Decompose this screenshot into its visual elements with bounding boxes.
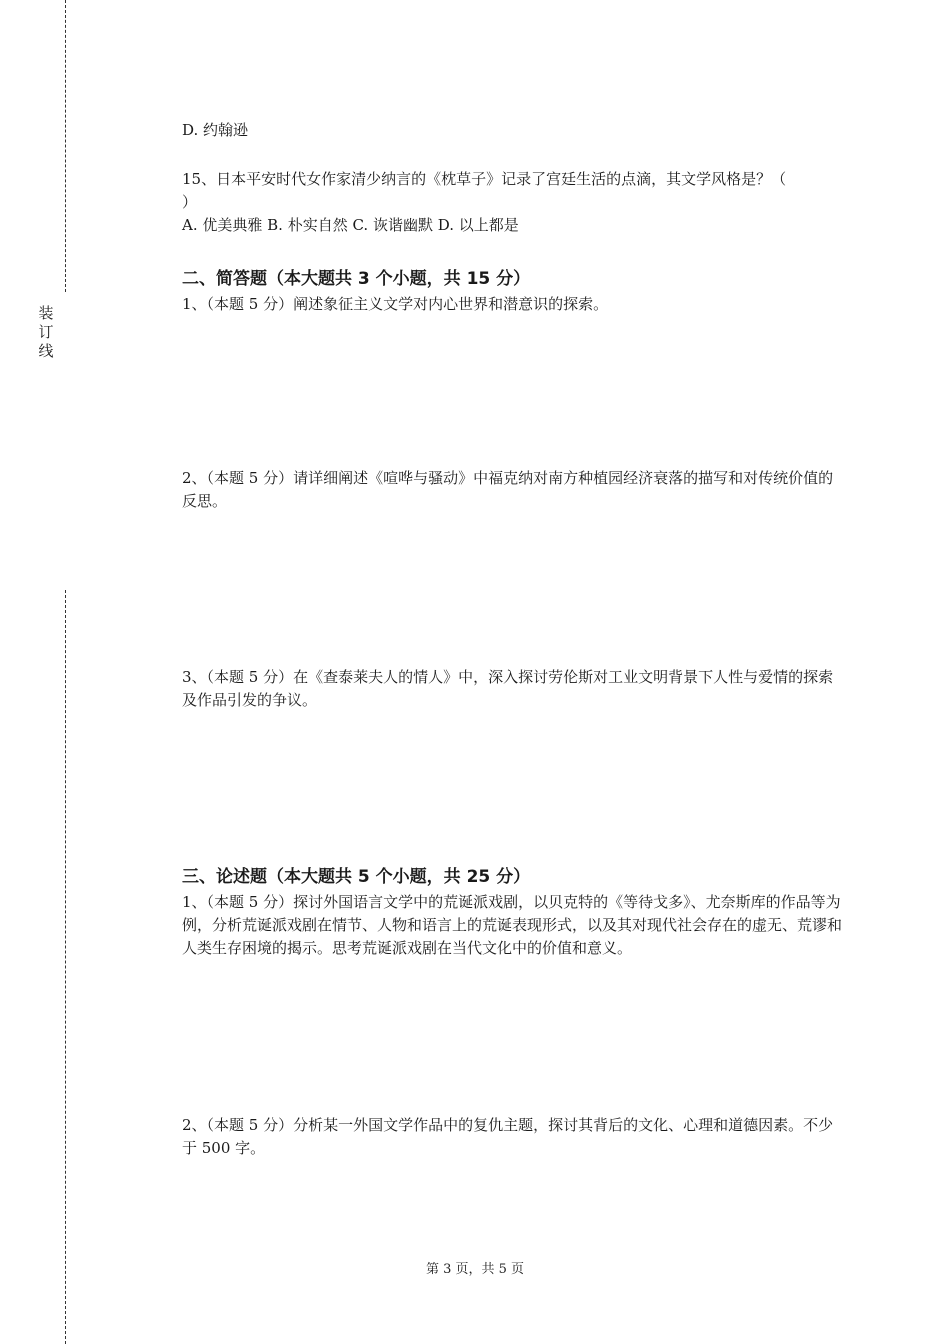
section-2-question-3: 3、（本题 5 分）在《查泰莱夫人的情人》中，深入探讨劳伦斯对工业文明背景下人性与爱情的探索及作品引发的争议。	[182, 668, 834, 709]
binding-dashed-line-top	[65, 0, 66, 292]
question-15-stem: 15、日本平安时代女作家清少纳言的《枕草子》记录了宫廷生活的点滴，其文学风格是？（	[182, 170, 787, 188]
binding-label-char: 装	[38, 304, 54, 322]
page-footer: 第 3 页，共 5 页	[425, 1262, 525, 1277]
binding-dashed-line-bottom	[65, 590, 66, 1344]
question-15	[182, 168, 842, 237]
binding-label-char: 线	[38, 342, 54, 360]
section-2-question-2: 2、（本题 5 分）请详细阐述《喧哗与骚动》中福克纳对南方种植园经济衰落的描写和对传统价值的反思。	[182, 469, 834, 510]
binding-label-char: 订	[38, 323, 54, 341]
section-3-question-1: 1、（本题 5 分）探讨外国语言文学中的荒诞派戏剧，以贝克特的《等待戈多》、尤奈斯库的作品等为例，分析荒诞派戏剧在情节、人物和语言上的荒诞表现形式，以及其对现代社会存在的虚无、荒谬和人类生存困境的揭示。思考荒诞派戏剧在当代文化中的价值和意义。	[182, 893, 843, 957]
question-15-stem-end: ）	[182, 193, 198, 211]
section-3-question-2: 2、（本题 5 分）分析某一外国文学作品中的复仇主题，探讨其背后的文化、心理和道德因素。不少于 500 字。	[182, 1116, 834, 1157]
binding-label	[36, 304, 56, 361]
section-3-title: 三、论述题（本大题共 5 个小题，共 25 分）	[182, 867, 531, 887]
section-2-question-1: 1、（本题 5 分）阐述象征主义文学对内心世界和潜意识的探索。	[182, 295, 609, 313]
section-2-title: 二、简答题（本大题共 3 个小题，共 15 分）	[182, 269, 531, 289]
question-15-options: A. 优美典雅 B. 朴实自然 C. 诙谐幽默 D. 以上都是	[182, 216, 519, 234]
prev-question-option-d: D. 约翰逊	[182, 121, 249, 139]
